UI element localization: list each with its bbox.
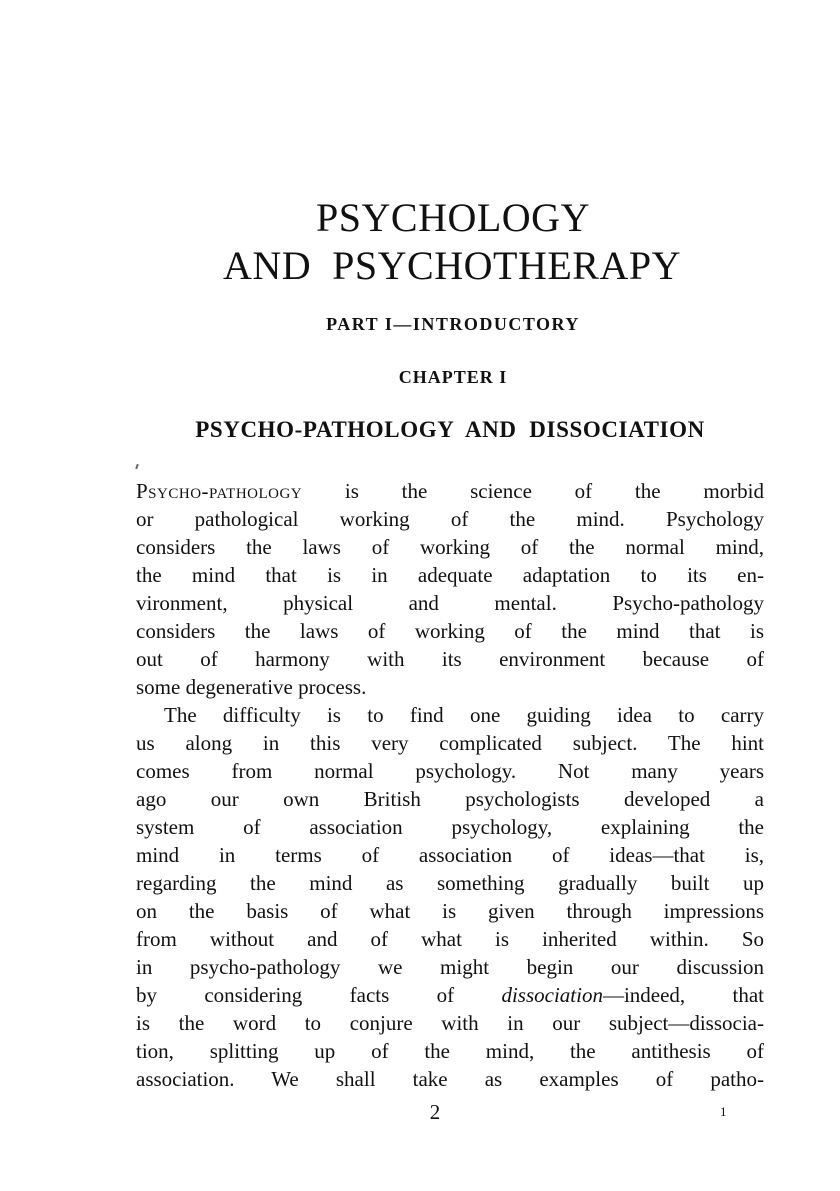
chapter-label: CHAPTER I (398, 367, 508, 387)
text-line: out of harmony with its environment because of (136, 647, 764, 671)
text-line-part: is the science of the morbid (302, 479, 764, 503)
text-line (136, 981, 764, 1009)
text-line-part: by considering facts of (136, 983, 502, 1007)
text-line (136, 477, 764, 505)
signature-mark: 1 (720, 1104, 727, 1119)
text-line: ago our own British psychologists developed a (136, 787, 764, 811)
ink-mark (135, 464, 139, 469)
text-line-part: —indeed, that (602, 983, 764, 1007)
italic-term: dissociation (501, 983, 603, 1007)
text-line: The difficulty is to find one guiding idea to carry (164, 703, 764, 727)
text-line: us along in this very complicated subject. The hint (136, 731, 764, 755)
text-line: vironment, physical and mental. Psycho-pathology (136, 591, 764, 615)
part-heading: PART I—INTRODUCTORY (326, 314, 580, 334)
text-line: the mind that is in adequate adaptation to its en- (136, 563, 764, 587)
text-line: regarding the mind as something gradually built up (136, 871, 764, 895)
text-line: considers the laws of working of the mind that is (136, 619, 764, 643)
body-text (136, 477, 764, 1093)
chapter-title: PSYCHO-PATHOLOGY AND DISSOCIATION (195, 417, 705, 442)
text-line: system of association psychology, explaining the (136, 815, 764, 839)
text-line: in psycho-pathology we might begin our discussion (136, 955, 764, 979)
book-title-line-1: PSYCHOLOGY (316, 195, 590, 240)
text-line: from without and of what is inherited within. So (136, 927, 764, 951)
text-line: considers the laws of working of the normal mind, (136, 535, 764, 559)
text-line: comes from normal psychology. Not many years (136, 759, 764, 783)
text-line: tion, splitting up of the mind, the antithesis of (136, 1039, 764, 1063)
paragraph-2 (136, 701, 764, 1093)
text-line: or pathological working of the mind. Psychology (136, 507, 764, 531)
book-title-line-2: AND PSYCHOTHERAPY (223, 243, 681, 288)
text-line: is the word to conjure with in our subject—dissocia- (136, 1011, 764, 1035)
text-line: mind in terms of association of ideas—that is, (136, 843, 764, 867)
text-line: some degenerative process. (136, 675, 367, 699)
text-line: on the basis of what is given through impressions (136, 899, 764, 923)
text-line: association. We shall take as examples of patho- (136, 1067, 764, 1091)
page-number: 2 (429, 1100, 441, 1124)
paragraph-1 (136, 477, 764, 701)
paragraph-lead: Psycho-pathology (136, 479, 303, 503)
